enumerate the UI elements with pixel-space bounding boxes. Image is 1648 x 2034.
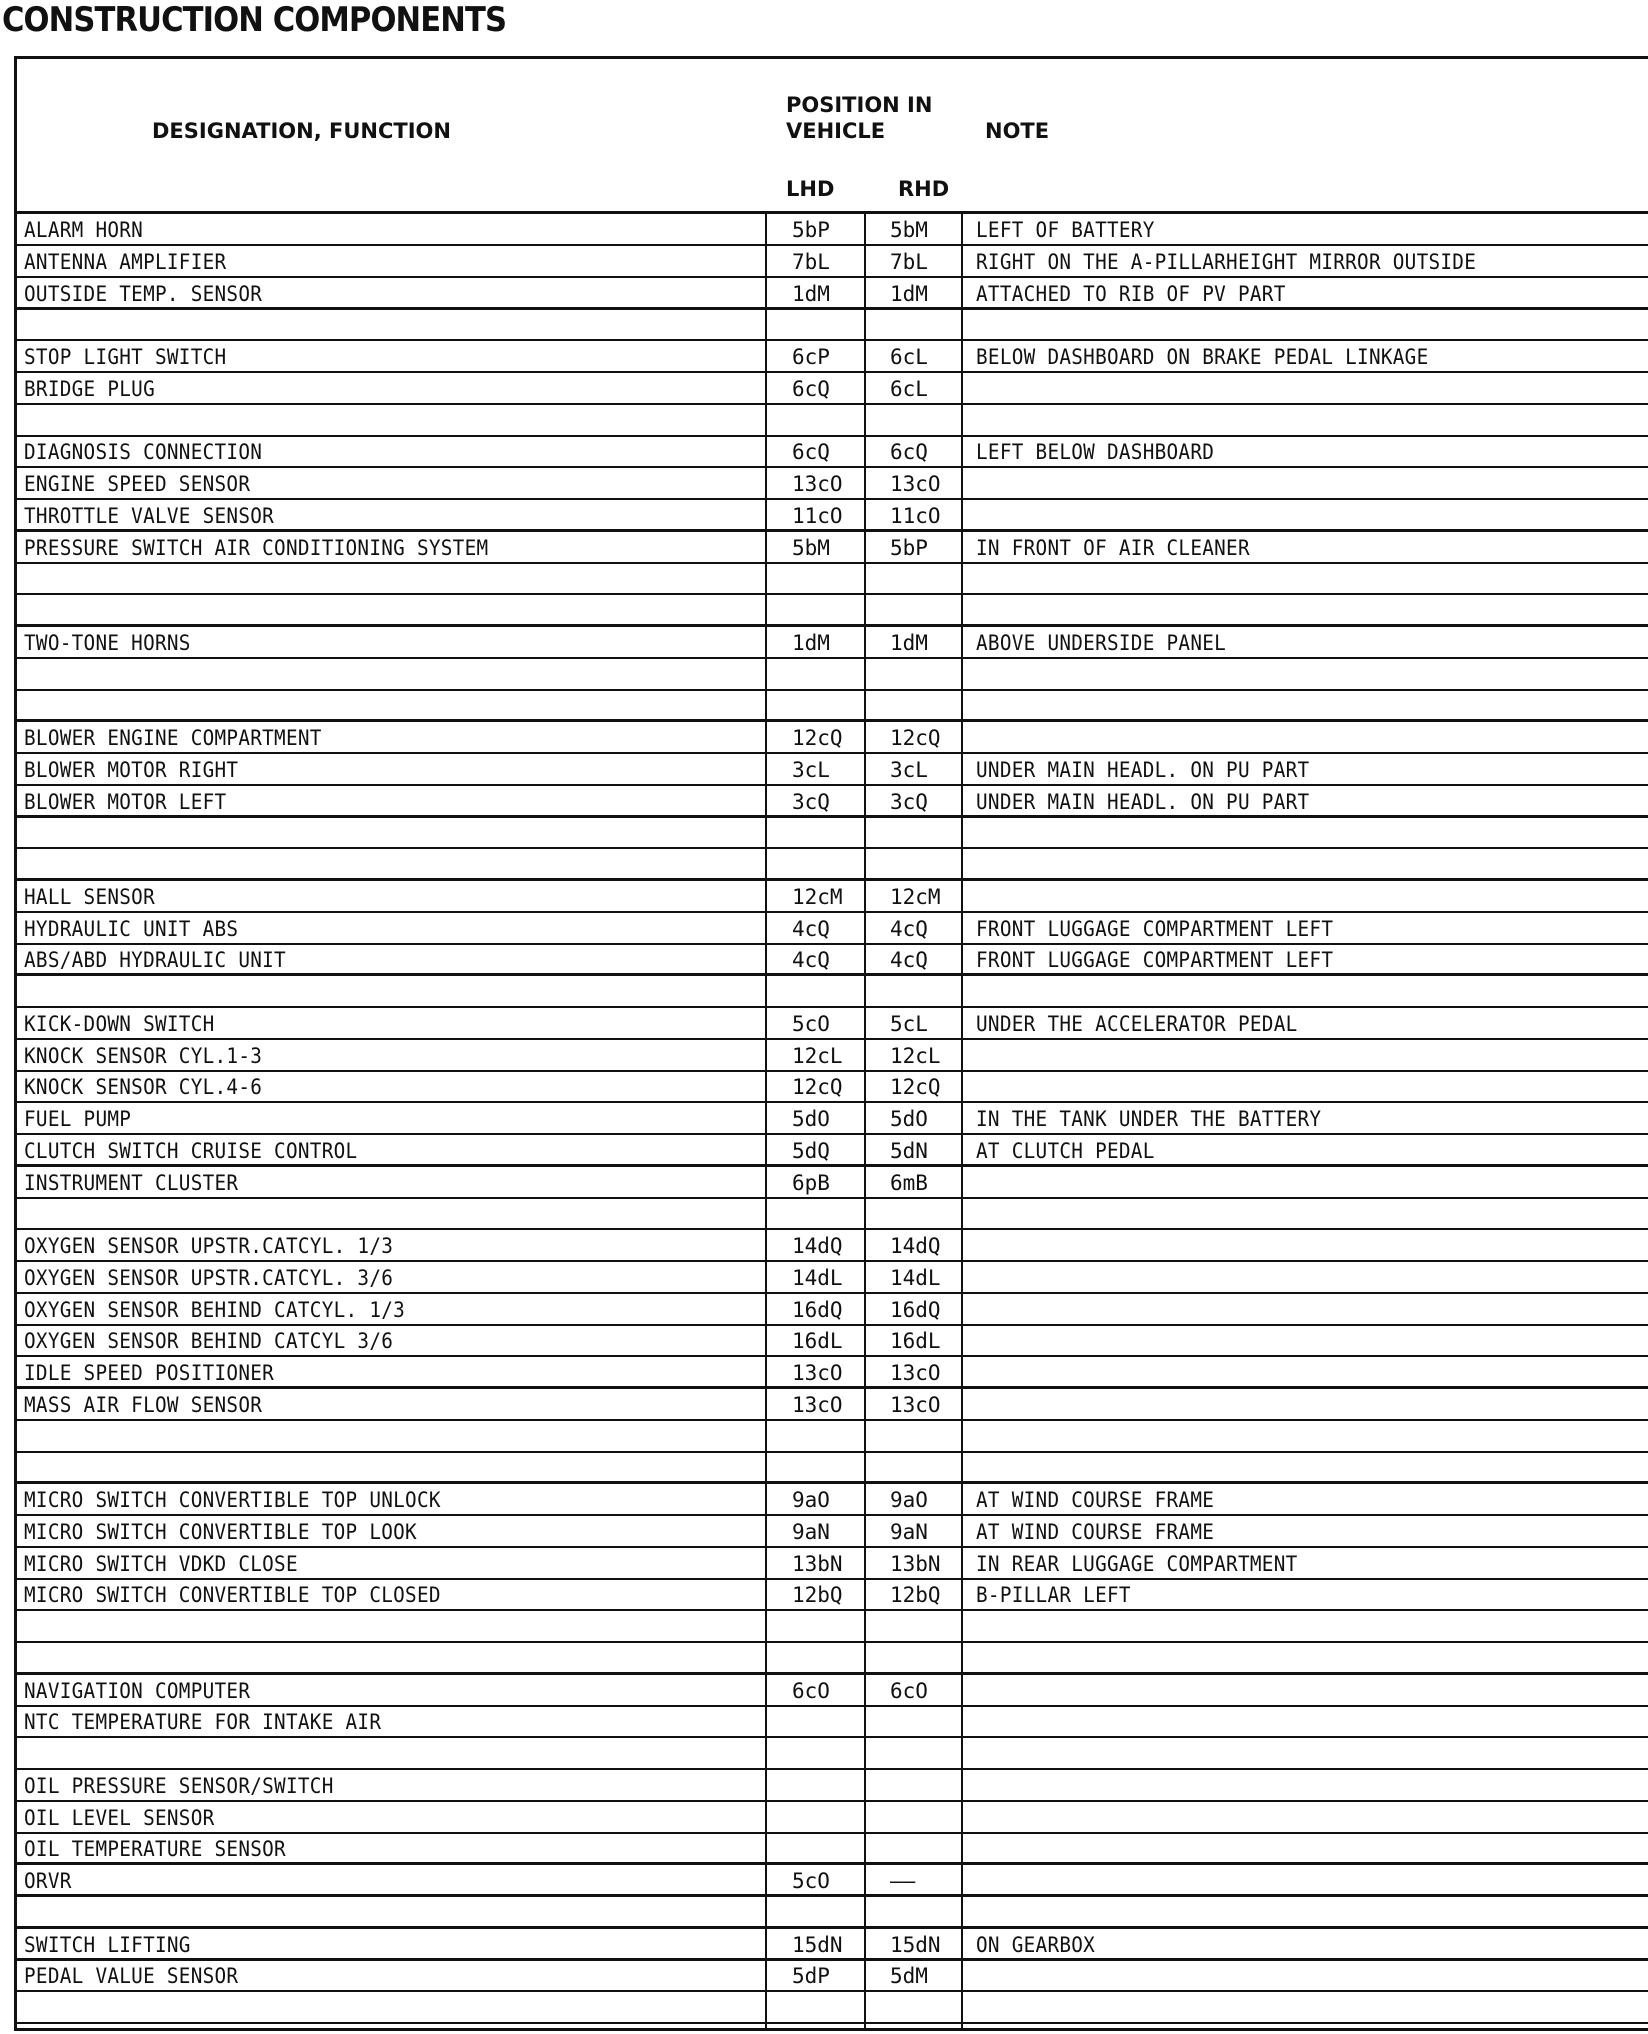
cell-note: RIGHT ON THE A-PILLARHEIGHT MIRROR OUTSIDE — [976, 250, 1477, 274]
cell-note: UNDER MAIN HEADL. ON PU PART — [976, 790, 1310, 814]
cell-lhd: 16dQ — [792, 1298, 843, 1322]
cell-lhd: 7bL — [792, 250, 830, 274]
cell-designation: DIAGNOSIS CONNECTION — [24, 440, 263, 464]
cell-rhd: 13cO — [890, 1361, 941, 1385]
cell-lhd: 14dL — [792, 1266, 843, 1290]
cell-lhd: 11cO — [792, 504, 843, 528]
cell-lhd: 1dM — [792, 282, 830, 306]
cell-rhd: 5bP — [890, 536, 928, 560]
cell-designation: INSTRUMENT CLUSTER — [24, 1171, 239, 1195]
cell-rhd: 13bN — [890, 1552, 941, 1576]
table-row — [14, 1357, 1648, 1389]
table-row — [14, 1643, 1648, 1675]
cell-rhd: 12cM — [890, 885, 941, 909]
cell-designation: ALARM HORN — [24, 218, 144, 242]
cell-lhd: 12cM — [792, 885, 843, 909]
table-row — [14, 1421, 1648, 1453]
table-row — [14, 595, 1648, 627]
cell-lhd: 15dN — [792, 1933, 843, 1957]
cell-lhd: 6pB — [792, 1171, 830, 1195]
cell-designation: SWITCH LIFTING — [24, 1933, 191, 1957]
cell-rhd: 5dN — [890, 1139, 928, 1163]
cell-lhd: 5cO — [792, 1869, 830, 1893]
cell-lhd: 13bN — [792, 1552, 843, 1576]
cell-lhd: 5cO — [792, 1012, 830, 1036]
cell-rhd: 12cQ — [890, 726, 941, 750]
cell-lhd: 5dQ — [792, 1139, 830, 1163]
table-row — [14, 1294, 1648, 1326]
table-row — [14, 278, 1648, 310]
header-position-line2: VEHICLE — [786, 119, 886, 143]
cell-designation: OXYGEN SENSOR BEHIND CATCYL 3/6 — [24, 1329, 394, 1353]
cell-rhd: 9aO — [890, 1488, 928, 1512]
cell-lhd: 9aO — [792, 1488, 830, 1512]
table-row — [14, 532, 1648, 564]
cell-note: UNDER THE ACCELERATOR PEDAL — [976, 1012, 1298, 1036]
cell-designation: OIL LEVEL SENSOR — [24, 1806, 215, 1830]
document-title: CONSTRUCTION COMPONENTS — [2, 0, 507, 40]
cell-rhd: 13cO — [890, 1393, 941, 1417]
table-row — [14, 500, 1648, 532]
cell-rhd: 16dL — [890, 1329, 941, 1353]
cell-rhd: 1dM — [890, 282, 928, 306]
column-divider-lhd — [765, 214, 767, 2031]
cell-lhd: 12cL — [792, 1044, 843, 1068]
table-row — [14, 1389, 1648, 1421]
table-row — [14, 1103, 1648, 1135]
cell-designation: PEDAL VALUE SENSOR — [24, 1964, 239, 1988]
cell-rhd: 11cO — [890, 504, 941, 528]
cell-lhd: 6cO — [792, 1679, 830, 1703]
cell-lhd: 4cQ — [792, 948, 830, 972]
cell-lhd: 6cP — [792, 345, 830, 369]
cell-designation: NAVIGATION COMPUTER — [24, 1679, 251, 1703]
table-row — [14, 1865, 1648, 1897]
cell-designation: TWO-TONE HORNS — [24, 631, 191, 655]
cell-rhd: 6cL — [890, 377, 928, 401]
table-row — [14, 1516, 1648, 1548]
table-row — [14, 309, 1648, 341]
cell-lhd: 9aN — [792, 1520, 830, 1544]
cell-rhd: 12bQ — [890, 1583, 941, 1607]
cell-designation: THROTTLE VALVE SENSOR — [24, 504, 275, 528]
cell-designation: MICRO SWITCH VDKD CLOSE — [24, 1552, 298, 1576]
cell-lhd: 13cO — [792, 1393, 843, 1417]
cell-note: IN REAR LUGGAGE COMPARTMENT — [976, 1552, 1298, 1576]
table-row — [14, 817, 1648, 849]
table-row — [14, 1484, 1648, 1516]
cell-designation: STOP LIGHT SWITCH — [24, 345, 227, 369]
cell-note: ABOVE UNDERSIDE PANEL — [976, 631, 1227, 655]
table-row — [14, 1802, 1648, 1834]
cell-note: BELOW DASHBOARD ON BRAKE PEDAL LINKAGE — [976, 345, 1429, 369]
table-row — [14, 849, 1648, 881]
cell-designation: HALL SENSOR — [24, 885, 155, 909]
table-row — [14, 1040, 1648, 1072]
header-designation: DESIGNATION, FUNCTION — [152, 119, 451, 143]
cell-rhd: 5dO — [890, 1107, 928, 1131]
table-row — [14, 754, 1648, 786]
cell-rhd: 13cO — [890, 472, 941, 496]
table-row — [14, 1738, 1648, 1770]
cell-designation: OXYGEN SENSOR BEHIND CATCYL. 1/3 — [24, 1298, 406, 1322]
cell-rhd: 4cQ — [890, 917, 928, 941]
cell-rhd: 7bL — [890, 250, 928, 274]
cell-rhd: 14dL — [890, 1266, 941, 1290]
cell-designation: MICRO SWITCH CONVERTIBLE TOP CLOSED — [24, 1583, 441, 1607]
cell-lhd: 12cQ — [792, 726, 843, 750]
cell-designation: ANTENNA AMPLIFIER — [24, 250, 227, 274]
cell-note: LEFT BELOW DASHBOARD — [976, 440, 1215, 464]
cell-rhd: 6cQ — [890, 440, 928, 464]
cell-designation: KNOCK SENSOR CYL.1-3 — [24, 1044, 263, 1068]
cell-designation: MASS AIR FLOW SENSOR — [24, 1393, 263, 1417]
table-row — [14, 436, 1648, 468]
table-row — [14, 944, 1648, 976]
table-row — [14, 722, 1648, 754]
table-row — [14, 881, 1648, 913]
cell-rhd: 16dQ — [890, 1298, 941, 1322]
table-row — [14, 1611, 1648, 1643]
cell-rhd: 3cL — [890, 758, 928, 782]
cell-lhd: 14dQ — [792, 1234, 843, 1258]
cell-designation: FUEL PUMP — [24, 1107, 132, 1131]
column-divider-note — [961, 214, 963, 2031]
cell-lhd: 5bP — [792, 218, 830, 242]
cell-lhd: 3cL — [792, 758, 830, 782]
cell-note: AT CLUTCH PEDAL — [976, 1139, 1155, 1163]
table-row — [14, 405, 1648, 437]
cell-designation: OUTSIDE TEMP. SENSOR — [24, 282, 263, 306]
cell-designation: OXYGEN SENSOR UPSTR.CATCYL. 1/3 — [24, 1234, 394, 1258]
cell-note: ON GEARBOX — [976, 1933, 1096, 1957]
cell-note: ATTACHED TO RIB OF PV PART — [976, 282, 1286, 306]
cell-lhd: 4cQ — [792, 917, 830, 941]
cell-lhd: 16dL — [792, 1329, 843, 1353]
cell-designation: MICRO SWITCH CONVERTIBLE TOP UNLOCK — [24, 1488, 441, 1512]
table-row — [14, 690, 1648, 722]
cell-lhd: 3cQ — [792, 790, 830, 814]
table-row — [14, 976, 1648, 1008]
cell-note: FRONT LUGGAGE COMPARTMENT LEFT — [976, 948, 1334, 972]
table-row — [14, 659, 1648, 691]
cell-rhd: 6cO — [890, 1679, 928, 1703]
table-row — [14, 468, 1648, 500]
table-row — [14, 1325, 1648, 1357]
cell-designation: KICK-DOWN SWITCH — [24, 1012, 215, 1036]
table-row — [14, 1992, 1648, 2024]
cell-note: FRONT LUGGAGE COMPARTMENT LEFT — [976, 917, 1334, 941]
table-row — [14, 214, 1648, 246]
header-position-line1: POSITION IN — [786, 93, 933, 117]
cell-note: B-PILLAR LEFT — [976, 1583, 1131, 1607]
cell-lhd: 12cQ — [792, 1075, 843, 1099]
cell-designation: PRESSURE SWITCH AIR CONDITIONING SYSTEM — [24, 536, 489, 560]
cell-rhd: 9aN — [890, 1520, 928, 1544]
cell-rhd: 5dM — [890, 1964, 928, 1988]
table-row — [14, 1929, 1648, 1961]
table-row — [14, 1548, 1648, 1580]
cell-note: IN THE TANK UNDER THE BATTERY — [976, 1107, 1322, 1131]
cell-note: AT WIND COURSE FRAME — [976, 1488, 1215, 1512]
table-row — [14, 1135, 1648, 1167]
cell-rhd: 12cQ — [890, 1075, 941, 1099]
cell-designation: ABS/ABD HYDRAULIC UNIT — [24, 948, 286, 972]
table-row — [14, 1452, 1648, 1484]
cell-designation: BLOWER ENGINE COMPARTMENT — [24, 726, 322, 750]
cell-designation: KNOCK SENSOR CYL.4-6 — [24, 1075, 263, 1099]
cell-note: UNDER MAIN HEADL. ON PU PART — [976, 758, 1310, 782]
cell-designation: ORVR — [24, 1869, 72, 1893]
table-row — [14, 1071, 1648, 1103]
cell-lhd: 5dO — [792, 1107, 830, 1131]
cell-designation: BRIDGE PLUG — [24, 377, 155, 401]
cell-lhd: 13cO — [792, 472, 843, 496]
table-row — [14, 1960, 1648, 1992]
cell-note: LEFT OF BATTERY — [976, 218, 1155, 242]
cell-designation: BLOWER MOTOR RIGHT — [24, 758, 239, 782]
cell-designation: CLUTCH SWITCH CRUISE CONTROL — [24, 1139, 358, 1163]
cell-rhd: 15dN — [890, 1933, 941, 1957]
cell-designation: HYDRAULIC UNIT ABS — [24, 917, 239, 941]
cell-rhd: —— — [890, 1869, 916, 1893]
cell-rhd: 1dM — [890, 631, 928, 655]
table-row — [14, 1262, 1648, 1294]
table-row — [14, 563, 1648, 595]
table-row — [14, 1167, 1648, 1199]
cell-designation: NTC TEMPERATURE FOR INTAKE AIR — [24, 1710, 382, 1734]
table-row — [14, 1675, 1648, 1707]
cell-rhd: 6mB — [890, 1171, 928, 1195]
table-row — [14, 1833, 1648, 1865]
table-row — [14, 627, 1648, 659]
cell-lhd: 6cQ — [792, 440, 830, 464]
header-lhd: LHD — [786, 177, 835, 201]
cell-rhd: 3cQ — [890, 790, 928, 814]
header-rhd: RHD — [898, 177, 950, 201]
header-note: NOTE — [985, 119, 1050, 143]
table-row — [14, 341, 1648, 373]
cell-rhd: 5bM — [890, 218, 928, 242]
cell-designation: MICRO SWITCH CONVERTIBLE TOP LOOK — [24, 1520, 417, 1544]
cell-rhd: 6cL — [890, 345, 928, 369]
cell-rhd: 12cL — [890, 1044, 941, 1068]
table-row — [14, 786, 1648, 818]
column-divider-rhd — [864, 214, 866, 2031]
table-row — [14, 1706, 1648, 1738]
cell-lhd: 1dM — [792, 631, 830, 655]
cell-designation: OIL PRESSURE SENSOR/SWITCH — [24, 1774, 334, 1798]
table-row — [14, 1198, 1648, 1230]
table-row — [14, 1008, 1648, 1040]
table-row — [14, 1579, 1648, 1611]
cell-rhd: 14dQ — [890, 1234, 941, 1258]
table-row — [14, 246, 1648, 278]
cell-designation: IDLE SPEED POSITIONER — [24, 1361, 275, 1385]
table-row — [14, 1897, 1648, 1929]
cell-lhd: 13cO — [792, 1361, 843, 1385]
cell-lhd: 5dP — [792, 1964, 830, 1988]
cell-lhd: 12bQ — [792, 1583, 843, 1607]
cell-note: IN FRONT OF AIR CLEANER — [976, 536, 1250, 560]
cell-rhd: 5cL — [890, 1012, 928, 1036]
cell-designation: BLOWER MOTOR LEFT — [24, 790, 227, 814]
table-row — [14, 373, 1648, 405]
cell-rhd: 4cQ — [890, 948, 928, 972]
cell-designation: OXYGEN SENSOR UPSTR.CATCYL. 3/6 — [24, 1266, 394, 1290]
cell-designation: OIL TEMPERATURE SENSOR — [24, 1837, 286, 1861]
table-row — [14, 913, 1648, 945]
cell-note: AT WIND COURSE FRAME — [976, 1520, 1215, 1544]
table-row — [14, 1770, 1648, 1802]
cell-lhd: 6cQ — [792, 377, 830, 401]
cell-lhd: 5bM — [792, 536, 830, 560]
table-row — [14, 1230, 1648, 1262]
cell-designation: ENGINE SPEED SENSOR — [24, 472, 251, 496]
